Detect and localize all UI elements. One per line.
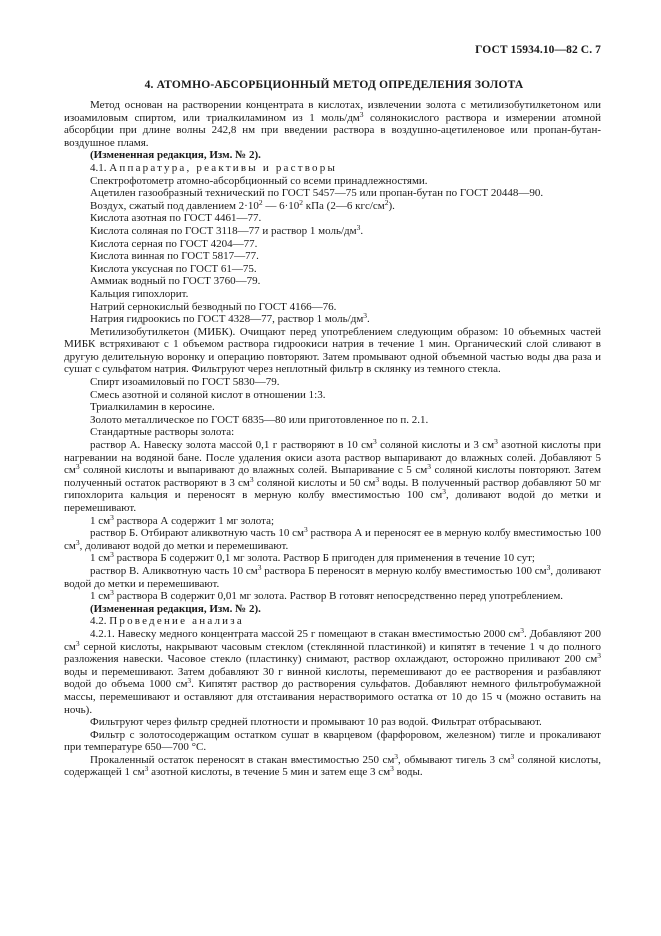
paragraph: Фильтр с золотосодержащим остатком сушат в кварцевом (фарфоровом, железном) тигле и прокаливают при температуре 650—700 °С.: [64, 728, 601, 754]
paragraph: Фильтруют через фильтр средней плотности и промывают 10 раз водой. Фильтрат отбрасывают.: [90, 716, 542, 729]
paragraph: раствор В. Аликвотную часть 10 $см^3$ раствора Б переносят в мерную колбу вместимостью 100 $см^3$, доливают водой до метки и перемешивают.: [64, 562, 601, 590]
paragraph: 1 $см^3$ раствора В содержит 0,01 мг золота. Раствор В готовят непосредственно перед употреблением.: [90, 588, 564, 603]
paragraph: Стандартные растворы золота:: [90, 426, 235, 439]
paragraph: Кислота серная по ГОСТ 4204—77.: [90, 237, 258, 250]
paragraph: Кислота винная по ГОСТ 5817—77.: [90, 250, 259, 263]
paragraph: Кислота уксусная по ГОСТ 61—75.: [90, 262, 257, 275]
paragraph: Золото металлическое по ГОСТ 6835—80 или приготовленное по п. 2.1.: [90, 413, 429, 426]
paragraph: Кислота соляная по ГОСТ 3118—77 и раствор 1 моль/$дм^3$.: [90, 222, 364, 237]
paragraph: раствор Б. Отбирают аликвотную часть 10 $см^3$ раствора А и переносят ее в мерную колбу вместимостью 100 $см^3$, доливают водой до метки и перемешивают.: [64, 525, 601, 552]
paragraph: Натрий сернокислый безводный по ГОСТ 4166—76.: [90, 300, 337, 313]
document-body: [64, 99, 601, 779]
paragraph: Воздух, сжатый под давлением $2\cdot 10^2$ — $6\cdot 10^2$ кПа (2—6 кгс/$см^2$).: [90, 197, 395, 212]
paragraph: Прокаленный остаток переносят в стакан вместимостью 250 $см^3$, обмывают тигель 3 $см^3$ соляной кислоты, содержащей 1 $см^3$ азотной кислоты, в течение 5 мин и затем еще 3 $см^3$ воды.: [64, 751, 601, 779]
paragraph: Метод основан на растворении концентрата в кислотах, извлечении золота с метилизобутилкетоном или изоамиловым спиртом, или триалкиламином из 1 моль/$дм^3$ солянокислого раствора и измерении атомной абсорбции при длине волны 242,8 нм при введении раствора в воздушно-ацетиленовое или пропан-бутан-воздушное пламя.: [64, 99, 601, 149]
paragraph: раствор А. Навеску золота массой 0,1 г растворяют в 10 $см^3$ соляной кислоты и 3 $см^3$ азотной кислоты при нагревании на водяной бане. После удаления окиси азота раствор выпаривают до влажных солей. Добавляют 5 $см^3$ соляной кислоты и выпаривают до влажных солей. Выпаривание с 5 $см^3$ соляной кислоты повторяют. Затем полученный остаток растворяют в 3 $см^3$ соляной кислоты и 50 $см^3$ воды. В полученный раствор добавляют 50 мг гипохлорита кальция и переносят в мерную колбу вместимостью 100 $см^3$, доливают водой до метки и перемешивают.: [64, 437, 602, 514]
paragraph: Кальция гипохлорит.: [90, 287, 189, 300]
paragraph: Спирт изоамиловый по ГОСТ 5830—79.: [90, 376, 280, 389]
paragraph: Смесь азотной и соляной кислот в отношении 1:3.: [90, 388, 326, 401]
paragraph: Кислота азотная по ГОСТ 4461—77.: [90, 212, 262, 225]
paragraph: (Измененная редакция, Изм. № 2).: [90, 602, 261, 615]
paragraph: 4.1. Аппаратура, реактивы и растворы: [90, 161, 338, 174]
paragraph: (Измененная редакция, Изм. № 2).: [90, 149, 261, 162]
paragraph: Натрия гидроокись по ГОСТ 4328—77, раствор 1 моль/$дм^3$.: [90, 311, 370, 326]
paragraph: Спектрофотометр атомно-абсорбционный со всеми принадлежностями.: [90, 174, 428, 187]
paragraph: Триалкиламин в керосине.: [90, 401, 215, 414]
paragraph: 1 $см^3$ раствора А содержит 1 мг золота;: [90, 512, 275, 527]
paragraph: Ацетилен газообразный технический по ГОСТ 5457—75 или пропан-бутан по ГОСТ 20448—90.: [90, 187, 544, 200]
paragraph: Аммиак водный по ГОСТ 3760—79.: [90, 275, 261, 288]
paragraph: 4.2. Проведение анализа: [90, 615, 244, 628]
section-title: 4. АТОМНО-АБСОРБЦИОННЫЙ МЕТОД ОПРЕДЕЛЕНИЯ ЗОЛОТА: [144, 79, 524, 91]
paragraph: Метилизобутилкетон (МИБК). Очищают перед употреблением следующим образом: 10 объемных частей МИБК встряхивают с 1 объемом раствора гидроокиси натрия в течение 1 мин. Органический слой сливают в другую делительную воронку и операцию повторяют. Затем промывают одной объемной частью воды два раза и сушат с сульфатом натрия. Фильтруют через неплотный фильтр в склянку из темного стекла.: [64, 325, 601, 376]
paragraph: 4.2.1. Навеску медного концентрата массой 25 г помещают в стакан вместимостью 2000 $см^3$. Добавляют 200 $см^3$ серной кислоты, накрывают часовым стеклом (стеклянной пластинкой) и кипятят в течение 1 ч до полного разложения навески. Часовое стекло (пластинку) снимают, раствор охлаждают, осторожно приливают 200 $см^3$ воды и перемешивают. Затем добавляют 30 г винной кислоты, перемешивают до ее растворения и разбавляют водой до объема 1000 $см^3$. Кипятят раствор до растворения сульфатов. Добавляют немного фильтробумажной массы, перемешивают и оставляют для отстаивания нерастворимого остатка от 10 до 15 ч (можно оставить на ночь).: [64, 625, 602, 716]
page-header: ГОСТ 15934.10—82 С. 7: [475, 44, 601, 56]
paragraph: 1 $см^3$ раствора Б содержит 0,1 мг золота. Раствор Б пригоден для применения в течение 10 сут;: [90, 550, 535, 565]
